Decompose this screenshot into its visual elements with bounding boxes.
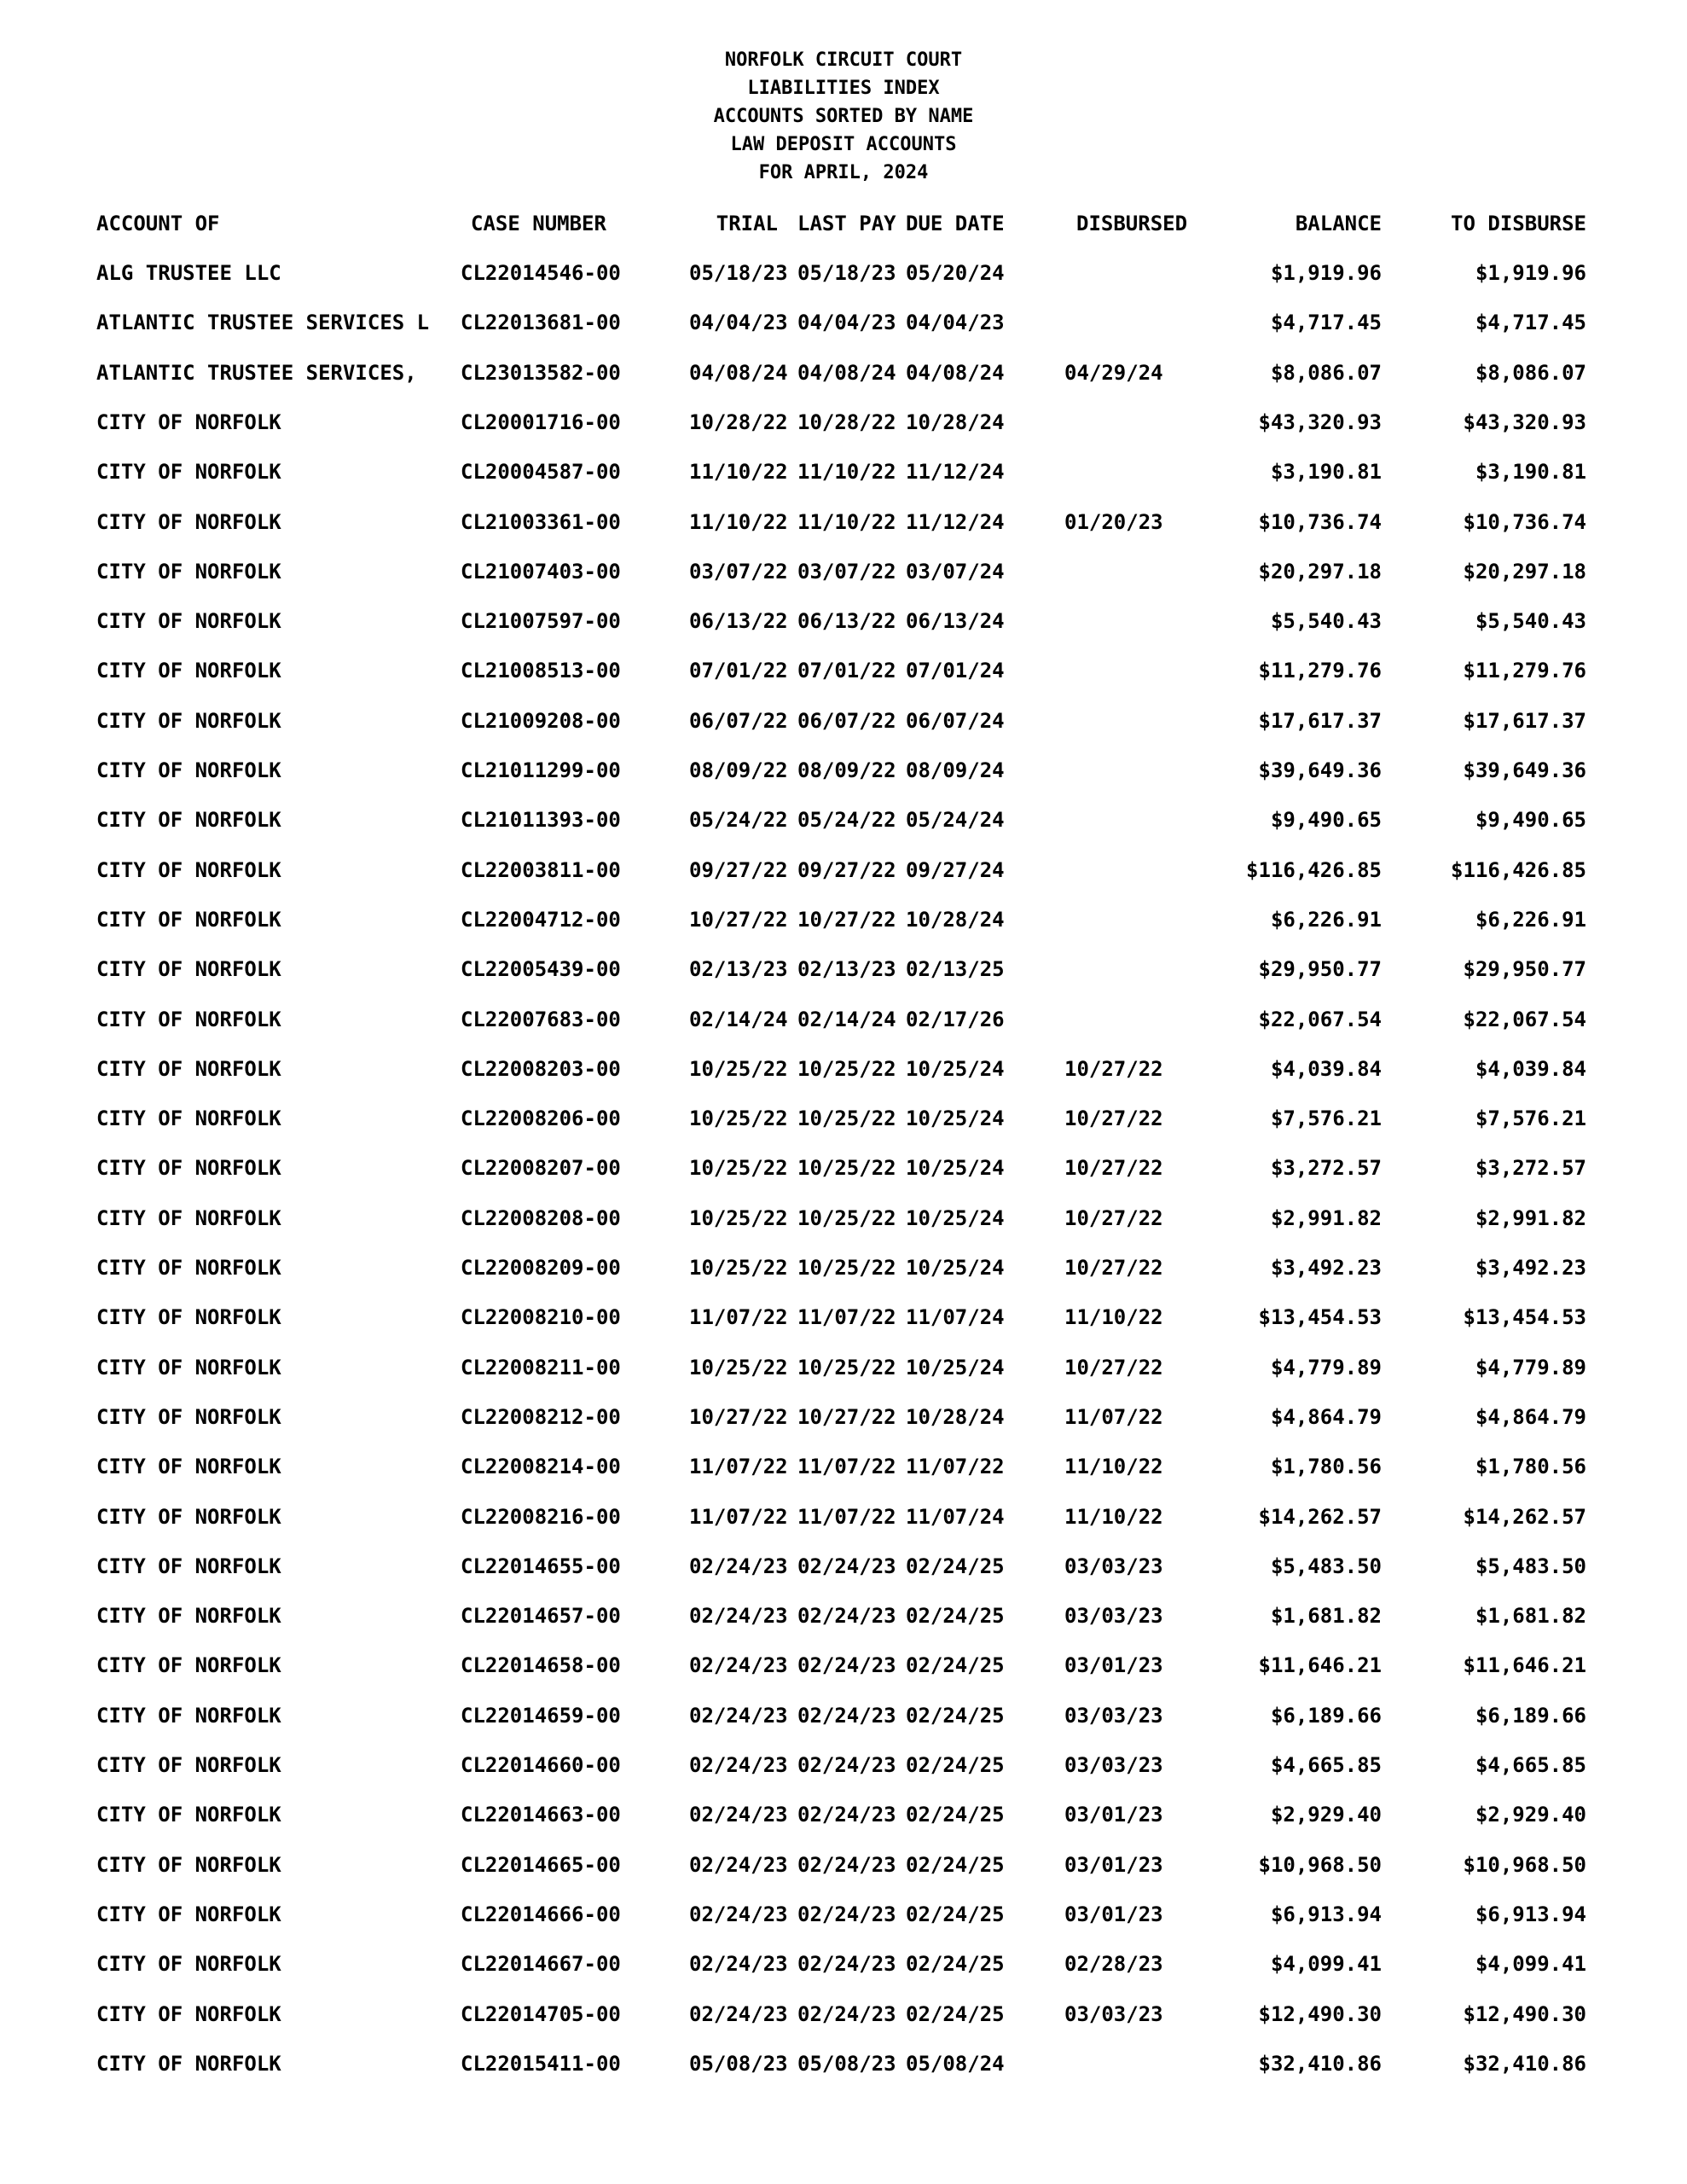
cell-to-disburse: $39,649.36 [1463, 758, 1586, 782]
cell-case-number: CL22008212-00 [461, 1405, 621, 1429]
cell-case-number: CL22008216-00 [461, 1505, 621, 1529]
cell-case-number: CL22014660-00 [461, 1753, 621, 1777]
cell-case-number: CL21007597-00 [461, 609, 621, 633]
col-header-account: ACCOUNT OF [96, 212, 220, 235]
cell-account: CITY OF NORFOLK [96, 1008, 281, 1031]
cell-case-number: CL22005439-00 [461, 957, 621, 981]
cell-trial: 06/13/22 [689, 609, 788, 633]
cell-balance: $2,991.82 [1270, 1206, 1382, 1230]
cell-trial: 10/25/22 [689, 1057, 788, 1081]
cell-balance: $4,039.84 [1270, 1057, 1382, 1081]
cell-account: CITY OF NORFOLK [96, 2052, 281, 2076]
cell-account: CITY OF NORFOLK [96, 1505, 281, 1529]
col-header-to-disburse: TO DISBURSE [1451, 212, 1586, 235]
cell-trial: 02/24/23 [689, 1554, 788, 1578]
cell-last-pay: 02/24/23 [797, 1554, 896, 1578]
cell-disbursed: 11/10/22 [1064, 1305, 1163, 1329]
cell-to-disburse: $6,913.94 [1475, 1902, 1586, 1926]
cell-disbursed: 03/03/23 [1064, 1604, 1163, 1628]
cell-account: CITY OF NORFOLK [96, 908, 281, 932]
cell-balance: $1,681.82 [1270, 1604, 1382, 1628]
cell-trial: 02/24/23 [689, 2002, 788, 2026]
cell-trial: 02/24/23 [689, 1604, 788, 1628]
cell-case-number: CL22003811-00 [461, 858, 621, 882]
cell-account: CITY OF NORFOLK [96, 1653, 281, 1677]
cell-balance: $7,576.21 [1270, 1107, 1382, 1130]
cell-due-date: 11/12/24 [906, 460, 1005, 484]
cell-last-pay: 02/24/23 [797, 1704, 896, 1728]
cell-balance: $4,864.79 [1270, 1405, 1382, 1429]
cell-balance: $32,410.86 [1258, 2052, 1382, 2076]
cell-trial: 02/24/23 [689, 1803, 788, 1827]
cell-due-date: 05/08/24 [906, 2052, 1005, 2076]
cell-trial: 10/27/22 [689, 1405, 788, 1429]
cell-due-date: 11/07/22 [906, 1455, 1005, 1478]
cell-trial: 02/24/23 [689, 1952, 788, 1976]
cell-case-number: CL20001716-00 [461, 410, 621, 434]
cell-disbursed: 10/27/22 [1064, 1057, 1163, 1081]
cell-balance: $1,919.96 [1270, 261, 1382, 285]
cell-disbursed: 10/27/22 [1064, 1156, 1163, 1180]
cell-case-number: CL22014663-00 [461, 1803, 621, 1827]
cell-last-pay: 07/01/22 [797, 659, 896, 682]
col-header-last-pay: LAST PAY [797, 212, 896, 235]
cell-last-pay: 02/24/23 [797, 1803, 896, 1827]
cell-balance: $4,099.41 [1270, 1952, 1382, 1976]
cell-balance: $39,649.36 [1258, 758, 1382, 782]
cell-to-disburse: $1,919.96 [1475, 261, 1586, 285]
cell-to-disburse: $1,780.56 [1475, 1455, 1586, 1478]
cell-balance: $43,320.93 [1258, 410, 1382, 434]
cell-case-number: CL21009208-00 [461, 709, 621, 733]
cell-disbursed: 10/27/22 [1064, 1107, 1163, 1130]
cell-balance: $10,968.50 [1258, 1853, 1382, 1877]
cell-account: CITY OF NORFOLK [96, 510, 281, 534]
cell-last-pay: 10/25/22 [797, 1156, 896, 1180]
cell-trial: 10/27/22 [689, 908, 788, 932]
cell-case-number: CL22007683-00 [461, 1008, 621, 1031]
cell-due-date: 10/25/24 [906, 1057, 1005, 1081]
cell-due-date: 05/20/24 [906, 261, 1005, 285]
cell-due-date: 07/01/24 [906, 659, 1005, 682]
cell-due-date: 04/08/24 [906, 361, 1005, 385]
cell-to-disburse: $43,320.93 [1463, 410, 1586, 434]
cell-trial: 09/27/22 [689, 858, 788, 882]
cell-last-pay: 10/25/22 [797, 1057, 896, 1081]
cell-trial: 10/25/22 [689, 1107, 788, 1130]
cell-disbursed: 11/07/22 [1064, 1405, 1163, 1429]
cell-disbursed: 04/29/24 [1064, 361, 1163, 385]
cell-trial: 11/10/22 [689, 460, 788, 484]
cell-last-pay: 10/25/22 [797, 1206, 896, 1230]
cell-to-disburse: $3,492.23 [1475, 1256, 1586, 1280]
cell-due-date: 03/07/24 [906, 560, 1005, 584]
cell-trial: 11/07/22 [689, 1305, 788, 1329]
cell-due-date: 10/28/24 [906, 908, 1005, 932]
cell-balance: $22,067.54 [1258, 1008, 1382, 1031]
cell-disbursed: 02/28/23 [1064, 1952, 1163, 1976]
cell-last-pay: 02/24/23 [797, 1853, 896, 1877]
cell-balance: $3,492.23 [1270, 1256, 1382, 1280]
cell-balance: $8,086.07 [1270, 361, 1382, 385]
cell-to-disburse: $3,190.81 [1475, 460, 1586, 484]
cell-balance: $4,779.89 [1270, 1356, 1382, 1380]
cell-account: ATLANTIC TRUSTEE SERVICES L [96, 311, 430, 334]
cell-account: CITY OF NORFOLK [96, 1952, 281, 1976]
cell-last-pay: 09/27/22 [797, 858, 896, 882]
cell-balance: $11,279.76 [1258, 659, 1382, 682]
cell-due-date: 02/13/25 [906, 957, 1005, 981]
cell-disbursed: 11/10/22 [1064, 1505, 1163, 1529]
cell-case-number: CL22014666-00 [461, 1902, 621, 1926]
cell-balance: $11,646.21 [1258, 1653, 1382, 1677]
cell-account: ATLANTIC TRUSTEE SERVICES, [96, 361, 417, 385]
cell-to-disburse: $8,086.07 [1475, 361, 1586, 385]
cell-case-number: CL22008210-00 [461, 1305, 621, 1329]
cell-disbursed: 03/03/23 [1064, 1753, 1163, 1777]
cell-last-pay: 11/07/22 [797, 1305, 896, 1329]
cell-account: CITY OF NORFOLK [96, 1853, 281, 1877]
cell-trial: 04/04/23 [689, 311, 788, 334]
cell-last-pay: 10/28/22 [797, 410, 896, 434]
cell-account: CITY OF NORFOLK [96, 1902, 281, 1926]
cell-account: CITY OF NORFOLK [96, 1554, 281, 1578]
cell-last-pay: 05/24/22 [797, 808, 896, 832]
cell-last-pay: 02/13/23 [797, 957, 896, 981]
cell-disbursed: 11/10/22 [1064, 1455, 1163, 1478]
cell-balance: $13,454.53 [1258, 1305, 1382, 1329]
cell-last-pay: 10/27/22 [797, 908, 896, 932]
cell-to-disburse: $4,099.41 [1475, 1952, 1586, 1976]
cell-account: CITY OF NORFOLK [96, 808, 281, 832]
cell-account: CITY OF NORFOLK [96, 858, 281, 882]
cell-due-date: 11/07/24 [906, 1505, 1005, 1529]
cell-trial: 02/13/23 [689, 957, 788, 981]
cell-case-number: CL22014658-00 [461, 1653, 621, 1677]
cell-last-pay: 04/08/24 [797, 361, 896, 385]
cell-last-pay: 11/10/22 [797, 460, 896, 484]
cell-due-date: 10/25/24 [906, 1107, 1005, 1130]
cell-account: CITY OF NORFOLK [96, 659, 281, 682]
cell-due-date: 06/13/24 [906, 609, 1005, 633]
cell-balance: $5,540.43 [1270, 609, 1382, 633]
cell-due-date: 05/24/24 [906, 808, 1005, 832]
cell-case-number: CL22014546-00 [461, 261, 621, 285]
cell-to-disburse: $7,576.21 [1475, 1107, 1586, 1130]
cell-balance: $2,929.40 [1270, 1803, 1382, 1827]
cell-due-date: 02/24/25 [906, 1853, 1005, 1877]
cell-balance: $116,426.85 [1246, 858, 1382, 882]
cell-account: CITY OF NORFOLK [96, 1256, 281, 1280]
cell-to-disburse: $10,968.50 [1463, 1853, 1586, 1877]
col-header-balance: BALANCE [1295, 212, 1382, 235]
cell-last-pay: 10/25/22 [797, 1256, 896, 1280]
cell-disbursed: 03/01/23 [1064, 1853, 1163, 1877]
cell-case-number: CL22013681-00 [461, 311, 621, 334]
cell-account: CITY OF NORFOLK [96, 957, 281, 981]
cell-to-disburse: $13,454.53 [1463, 1305, 1586, 1329]
cell-case-number: CL21007403-00 [461, 560, 621, 584]
cell-due-date: 04/04/23 [906, 311, 1005, 334]
cell-case-number: CL22014667-00 [461, 1952, 621, 1976]
cell-balance: $10,736.74 [1258, 510, 1382, 534]
cell-trial: 02/24/23 [689, 1704, 788, 1728]
cell-trial: 05/08/23 [689, 2052, 788, 2076]
cell-account: CITY OF NORFOLK [96, 758, 281, 782]
cell-trial: 10/28/22 [689, 410, 788, 434]
cell-to-disburse: $2,929.40 [1475, 1803, 1586, 1827]
cell-account: CITY OF NORFOLK [96, 1206, 281, 1230]
cell-account: CITY OF NORFOLK [96, 1156, 281, 1180]
cell-due-date: 10/25/24 [906, 1156, 1005, 1180]
cell-to-disburse: $11,646.21 [1463, 1653, 1586, 1677]
cell-last-pay: 04/04/23 [797, 311, 896, 334]
cell-last-pay: 06/13/22 [797, 609, 896, 633]
cell-due-date: 02/24/25 [906, 1803, 1005, 1827]
report-title: NORFOLK CIRCUIT COURT [724, 49, 963, 71]
cell-disbursed: 10/27/22 [1064, 1206, 1163, 1230]
cell-disbursed: 10/27/22 [1064, 1356, 1163, 1380]
col-header-due-date: DUE DATE [906, 212, 1005, 235]
cell-last-pay: 02/24/23 [797, 1753, 896, 1777]
cell-trial: 02/24/23 [689, 1902, 788, 1926]
cell-due-date: 02/24/25 [906, 1902, 1005, 1926]
cell-due-date: 10/25/24 [906, 1206, 1005, 1230]
cell-disbursed: 10/27/22 [1064, 1256, 1163, 1280]
cell-case-number: CL22008203-00 [461, 1057, 621, 1081]
cell-last-pay: 06/07/22 [797, 709, 896, 733]
cell-account: CITY OF NORFOLK [96, 1704, 281, 1728]
cell-case-number: CL22014705-00 [461, 2002, 621, 2026]
cell-balance: $5,483.50 [1270, 1554, 1382, 1578]
cell-balance: $3,190.81 [1270, 460, 1382, 484]
cell-case-number: CL22004712-00 [461, 908, 621, 932]
cell-trial: 10/25/22 [689, 1206, 788, 1230]
col-header-trial: TRIAL [716, 212, 778, 235]
cell-account: CITY OF NORFOLK [96, 1604, 281, 1628]
cell-last-pay: 02/24/23 [797, 1952, 896, 1976]
cell-disbursed: 03/03/23 [1064, 1704, 1163, 1728]
cell-last-pay: 03/07/22 [797, 560, 896, 584]
cell-last-pay: 10/25/22 [797, 1107, 896, 1130]
cell-to-disburse: $6,189.66 [1475, 1704, 1586, 1728]
cell-disbursed: 03/01/23 [1064, 1902, 1163, 1926]
cell-trial: 11/10/22 [689, 510, 788, 534]
report-subtitle: LIABILITIES INDEX [747, 78, 940, 99]
cell-case-number: CL22014659-00 [461, 1704, 621, 1728]
cell-balance: $4,717.45 [1270, 311, 1382, 334]
cell-balance: $4,665.85 [1270, 1753, 1382, 1777]
cell-due-date: 11/12/24 [906, 510, 1005, 534]
cell-case-number: CL22008209-00 [461, 1256, 621, 1280]
cell-account: CITY OF NORFOLK [96, 410, 281, 434]
cell-trial: 10/25/22 [689, 1256, 788, 1280]
cell-trial: 04/08/24 [689, 361, 788, 385]
cell-to-disburse: $4,717.45 [1475, 311, 1586, 334]
cell-to-disburse: $5,483.50 [1475, 1554, 1586, 1578]
cell-account: CITY OF NORFOLK [96, 709, 281, 733]
cell-due-date: 10/28/24 [906, 410, 1005, 434]
cell-trial: 06/07/22 [689, 709, 788, 733]
cell-case-number: CL22014665-00 [461, 1853, 621, 1877]
cell-balance: $14,262.57 [1258, 1505, 1382, 1529]
cell-account: CITY OF NORFOLK [96, 1405, 281, 1429]
cell-balance: $6,189.66 [1270, 1704, 1382, 1728]
cell-last-pay: 11/07/22 [797, 1455, 896, 1478]
cell-to-disburse: $22,067.54 [1463, 1008, 1586, 1031]
cell-balance: $1,780.56 [1270, 1455, 1382, 1478]
cell-case-number: CL21011393-00 [461, 808, 621, 832]
cell-case-number: CL20004587-00 [461, 460, 621, 484]
cell-balance: $3,272.57 [1270, 1156, 1382, 1180]
cell-balance: $17,617.37 [1258, 709, 1382, 733]
cell-case-number: CL22008214-00 [461, 1455, 621, 1478]
cell-last-pay: 05/08/23 [797, 2052, 896, 2076]
cell-last-pay: 10/25/22 [797, 1356, 896, 1380]
cell-last-pay: 11/07/22 [797, 1505, 896, 1529]
cell-balance: $9,490.65 [1270, 808, 1382, 832]
cell-case-number: CL22008208-00 [461, 1206, 621, 1230]
cell-disbursed: 03/03/23 [1064, 1554, 1163, 1578]
cell-due-date: 02/24/25 [906, 1952, 1005, 1976]
cell-case-number: CL21003361-00 [461, 510, 621, 534]
cell-disbursed: 03/01/23 [1064, 1653, 1163, 1677]
cell-trial: 02/14/24 [689, 1008, 788, 1031]
cell-account: CITY OF NORFOLK [96, 560, 281, 584]
cell-to-disburse: $14,262.57 [1463, 1505, 1586, 1529]
cell-due-date: 08/09/24 [906, 758, 1005, 782]
cell-last-pay: 10/27/22 [797, 1405, 896, 1429]
cell-disbursed: 03/03/23 [1064, 2002, 1163, 2026]
cell-to-disburse: $17,617.37 [1463, 709, 1586, 733]
cell-due-date: 02/24/25 [906, 1604, 1005, 1628]
col-header-case-number: CASE NUMBER [471, 212, 606, 235]
cell-trial: 02/24/23 [689, 1753, 788, 1777]
cell-to-disburse: $4,864.79 [1475, 1405, 1586, 1429]
cell-balance: $29,950.77 [1258, 957, 1382, 981]
cell-to-disburse: $4,665.85 [1475, 1753, 1586, 1777]
cell-due-date: 10/25/24 [906, 1356, 1005, 1380]
cell-due-date: 02/17/26 [906, 1008, 1005, 1031]
cell-account: CITY OF NORFOLK [96, 1803, 281, 1827]
cell-to-disburse: $9,490.65 [1475, 808, 1586, 832]
cell-case-number: CL22014657-00 [461, 1604, 621, 1628]
cell-last-pay: 02/24/23 [797, 1604, 896, 1628]
cell-account: ALG TRUSTEE LLC [96, 261, 281, 285]
cell-to-disburse: $5,540.43 [1475, 609, 1586, 633]
cell-trial: 08/09/22 [689, 758, 788, 782]
cell-due-date: 10/25/24 [906, 1256, 1005, 1280]
cell-last-pay: 02/24/23 [797, 1653, 896, 1677]
cell-to-disburse: $32,410.86 [1463, 2052, 1586, 2076]
cell-trial: 11/07/22 [689, 1505, 788, 1529]
cell-trial: 10/25/22 [689, 1356, 788, 1380]
cell-account: CITY OF NORFOLK [96, 1107, 281, 1130]
cell-account: CITY OF NORFOLK [96, 1753, 281, 1777]
cell-to-disburse: $10,736.74 [1463, 510, 1586, 534]
cell-due-date: 10/28/24 [906, 1405, 1005, 1429]
cell-trial: 02/24/23 [689, 1853, 788, 1877]
cell-account: CITY OF NORFOLK [96, 460, 281, 484]
cell-to-disburse: $6,226.91 [1475, 908, 1586, 932]
cell-last-pay: 02/24/23 [797, 1902, 896, 1926]
cell-due-date: 02/24/25 [906, 1753, 1005, 1777]
cell-due-date: 02/24/25 [906, 1653, 1005, 1677]
cell-due-date: 02/24/25 [906, 1704, 1005, 1728]
cell-to-disburse: $4,779.89 [1475, 1356, 1586, 1380]
cell-balance: $20,297.18 [1258, 560, 1382, 584]
cell-case-number: CL22008207-00 [461, 1156, 621, 1180]
cell-last-pay: 11/10/22 [797, 510, 896, 534]
cell-case-number: CL21008513-00 [461, 659, 621, 682]
cell-to-disburse: $4,039.84 [1475, 1057, 1586, 1081]
cell-account: CITY OF NORFOLK [96, 1305, 281, 1329]
cell-due-date: 06/07/24 [906, 709, 1005, 733]
cell-due-date: 02/24/25 [906, 2002, 1005, 2026]
cell-to-disburse: $29,950.77 [1463, 957, 1586, 981]
cell-due-date: 02/24/25 [906, 1554, 1005, 1578]
cell-balance: $6,913.94 [1270, 1902, 1382, 1926]
cell-to-disburse: $3,272.57 [1475, 1156, 1586, 1180]
cell-trial: 11/07/22 [689, 1455, 788, 1478]
cell-to-disburse: $2,991.82 [1475, 1206, 1586, 1230]
cell-trial: 07/01/22 [689, 659, 788, 682]
report-sort-line: ACCOUNTS SORTED BY NAME [713, 106, 974, 127]
cell-account: CITY OF NORFOLK [96, 1356, 281, 1380]
cell-case-number: CL22014655-00 [461, 1554, 621, 1578]
cell-to-disburse: $1,681.82 [1475, 1604, 1586, 1628]
cell-last-pay: 02/14/24 [797, 1008, 896, 1031]
cell-trial: 10/25/22 [689, 1156, 788, 1180]
cell-to-disburse: $116,426.85 [1451, 858, 1586, 882]
cell-account: CITY OF NORFOLK [96, 1057, 281, 1081]
cell-to-disburse: $12,490.30 [1463, 2002, 1586, 2026]
cell-balance: $6,226.91 [1270, 908, 1382, 932]
cell-balance: $12,490.30 [1258, 2002, 1382, 2026]
cell-last-pay: 08/09/22 [797, 758, 896, 782]
cell-account: CITY OF NORFOLK [96, 2002, 281, 2026]
cell-trial: 05/18/23 [689, 261, 788, 285]
report-period: FOR APRIL, 2024 [758, 162, 929, 183]
cell-account: CITY OF NORFOLK [96, 1455, 281, 1478]
cell-trial: 03/07/22 [689, 560, 788, 584]
cell-case-number: CL21011299-00 [461, 758, 621, 782]
cell-disbursed: 01/20/23 [1064, 510, 1163, 534]
col-header-disbursed: DISBURSED [1076, 212, 1188, 235]
cell-to-disburse: $20,297.18 [1463, 560, 1586, 584]
report-account-type: LAW DEPOSIT ACCOUNTS [730, 134, 957, 155]
cell-to-disburse: $11,279.76 [1463, 659, 1586, 682]
cell-case-number: CL23013582-00 [461, 361, 621, 385]
cell-due-date: 09/27/24 [906, 858, 1005, 882]
cell-disbursed: 03/01/23 [1064, 1803, 1163, 1827]
cell-case-number: CL22008211-00 [461, 1356, 621, 1380]
cell-case-number: CL22015411-00 [461, 2052, 621, 2076]
cell-trial: 05/24/22 [689, 808, 788, 832]
cell-last-pay: 02/24/23 [797, 2002, 896, 2026]
cell-due-date: 11/07/24 [906, 1305, 1005, 1329]
cell-last-pay: 05/18/23 [797, 261, 896, 285]
cell-account: CITY OF NORFOLK [96, 609, 281, 633]
cell-case-number: CL22008206-00 [461, 1107, 621, 1130]
cell-trial: 02/24/23 [689, 1653, 788, 1677]
